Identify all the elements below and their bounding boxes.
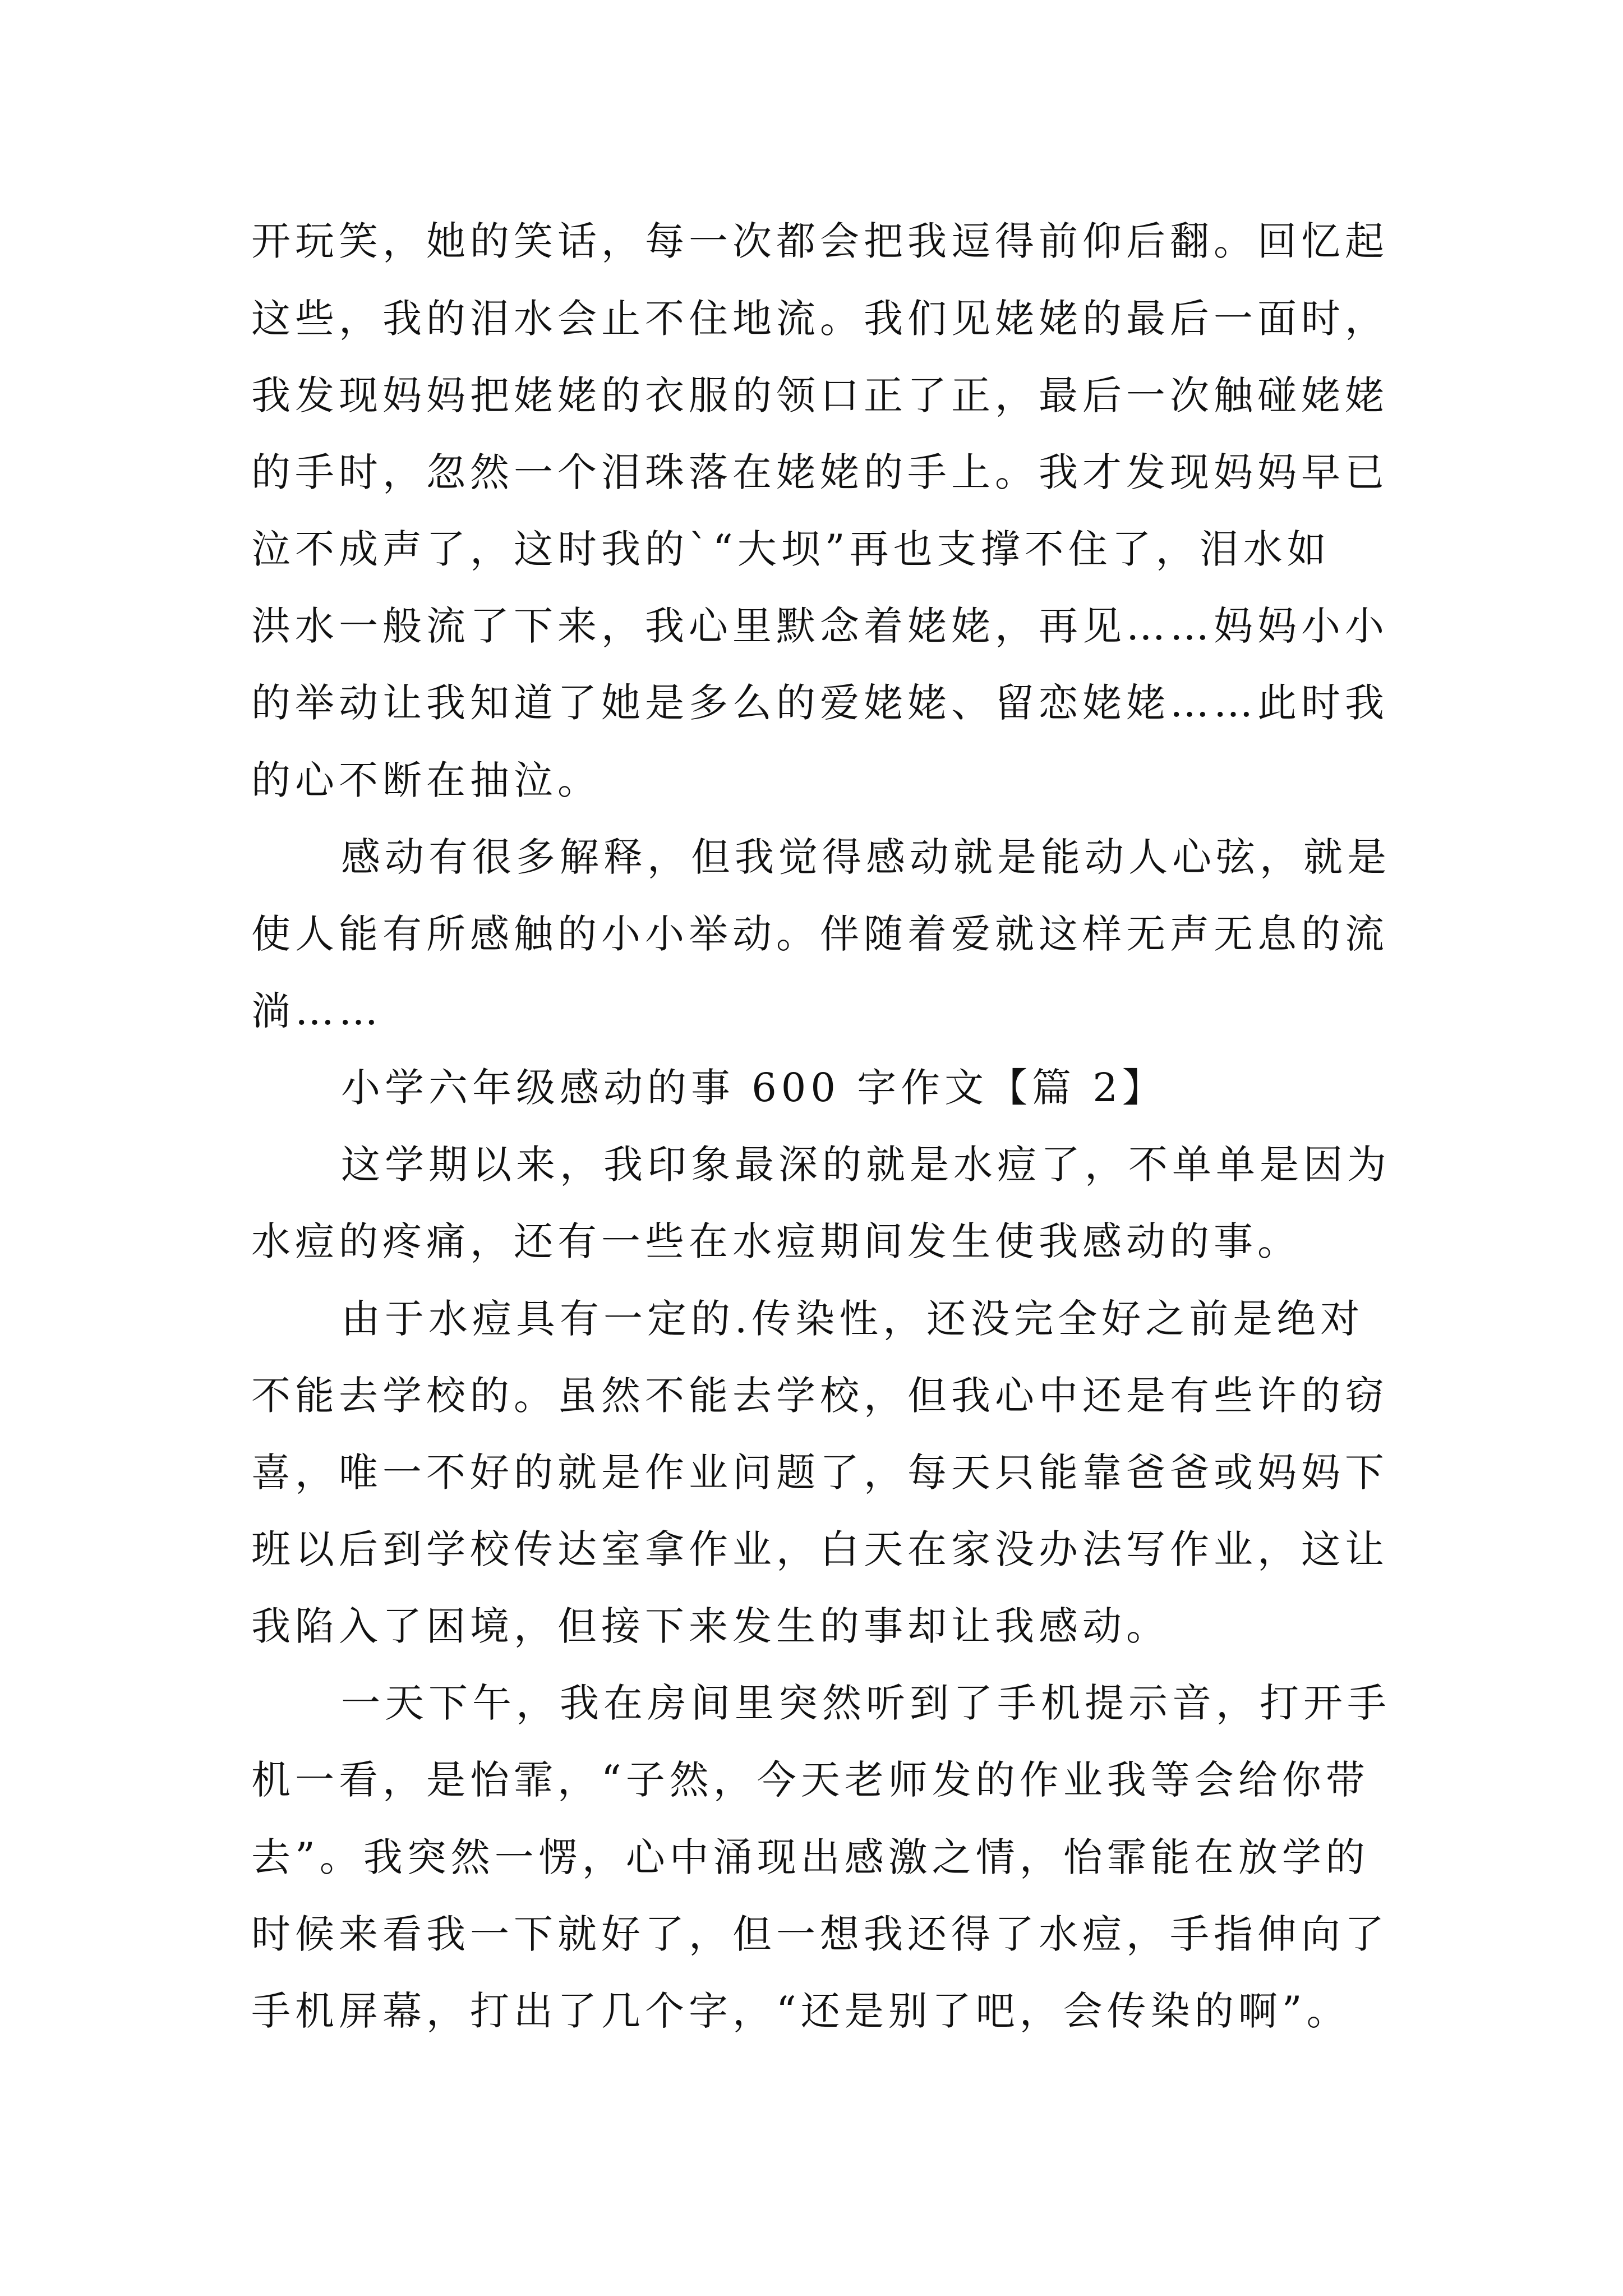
text-line: 洪水一般流了下来，我心里默念着姥姥，再见……妈妈小小 — [251, 603, 1389, 649]
text-line: 感动有很多解释，但我觉得感动就是能动人心弦，就是 — [341, 834, 1391, 880]
text-line: 喜，唯一不好的就是作业问题了，每天只能靠爸爸或妈妈下 — [251, 1450, 1389, 1496]
text-line: 我发现妈妈把姥姥的衣服的领口正了正，最后一次触碰姥姥 — [251, 372, 1389, 418]
text-line: 由于水痘具有一定的.传染性，还没完全好之前是绝对 — [341, 1296, 1364, 1342]
text-line: 的心不断在抽泣。 — [251, 757, 601, 803]
text-line: 不能去学校的。虽然不能去学校，但我心中还是有些许的窃 — [251, 1373, 1389, 1419]
text-line: 手机屏幕，打出了几个字，“还是别了吧，会传染的啊”。 — [251, 1988, 1350, 2034]
text-line: 淌…… — [251, 988, 382, 1034]
text-line: 水痘的疼痛，还有一些在水痘期间发生使我感动的事。 — [251, 1218, 1301, 1264]
text-line: 使人能有所感触的小小举动。伴随着爱就这样无声无息的流 — [251, 911, 1389, 957]
text-line: 一天下午，我在房间里突然听到了手机提示音，打开手 — [341, 1680, 1391, 1726]
text-line: 班以后到学校传达室拿作业，白天在家没办法写作业，这让 — [251, 1526, 1389, 1572]
text-line: 泣不成声了，这时我的`“大坝”再也支撑不住了，泪水如 — [251, 526, 1331, 572]
text-line: 这些，我的泪水会止不住地流。我们见姥姥的最后一面时， — [251, 296, 1389, 342]
text-line: 开玩笑，她的笑话，每一次都会把我逗得前仰后翻。回忆起 — [251, 218, 1389, 264]
text-line: 的举动让我知道了她是多么的爱姥姥、留恋姥姥……此时我 — [251, 680, 1389, 726]
text-line: 时候来看我一下就好了，但一想我还得了水痘，手指伸向了 — [251, 1911, 1389, 1957]
text-line: 机一看，是怡霏，“子然，今天老师发的作业我等会给你带 — [251, 1757, 1370, 1803]
text-line: 这学期以来，我印象最深的就是水痘了，不单单是因为 — [341, 1142, 1391, 1188]
text-line: 的手时，忽然一个泪珠落在姥姥的手上。我才发现妈妈早已 — [251, 449, 1389, 495]
text-line: 我陷入了困境，但接下来发生的事却让我感动。 — [251, 1603, 1170, 1649]
text-line: 去”。我突然一愣，心中涌现出感激之情，怡霏能在放学的 — [251, 1834, 1370, 1880]
section-heading: 小学六年级感动的事 600 字作文【篇 2】 — [341, 1065, 1166, 1111]
